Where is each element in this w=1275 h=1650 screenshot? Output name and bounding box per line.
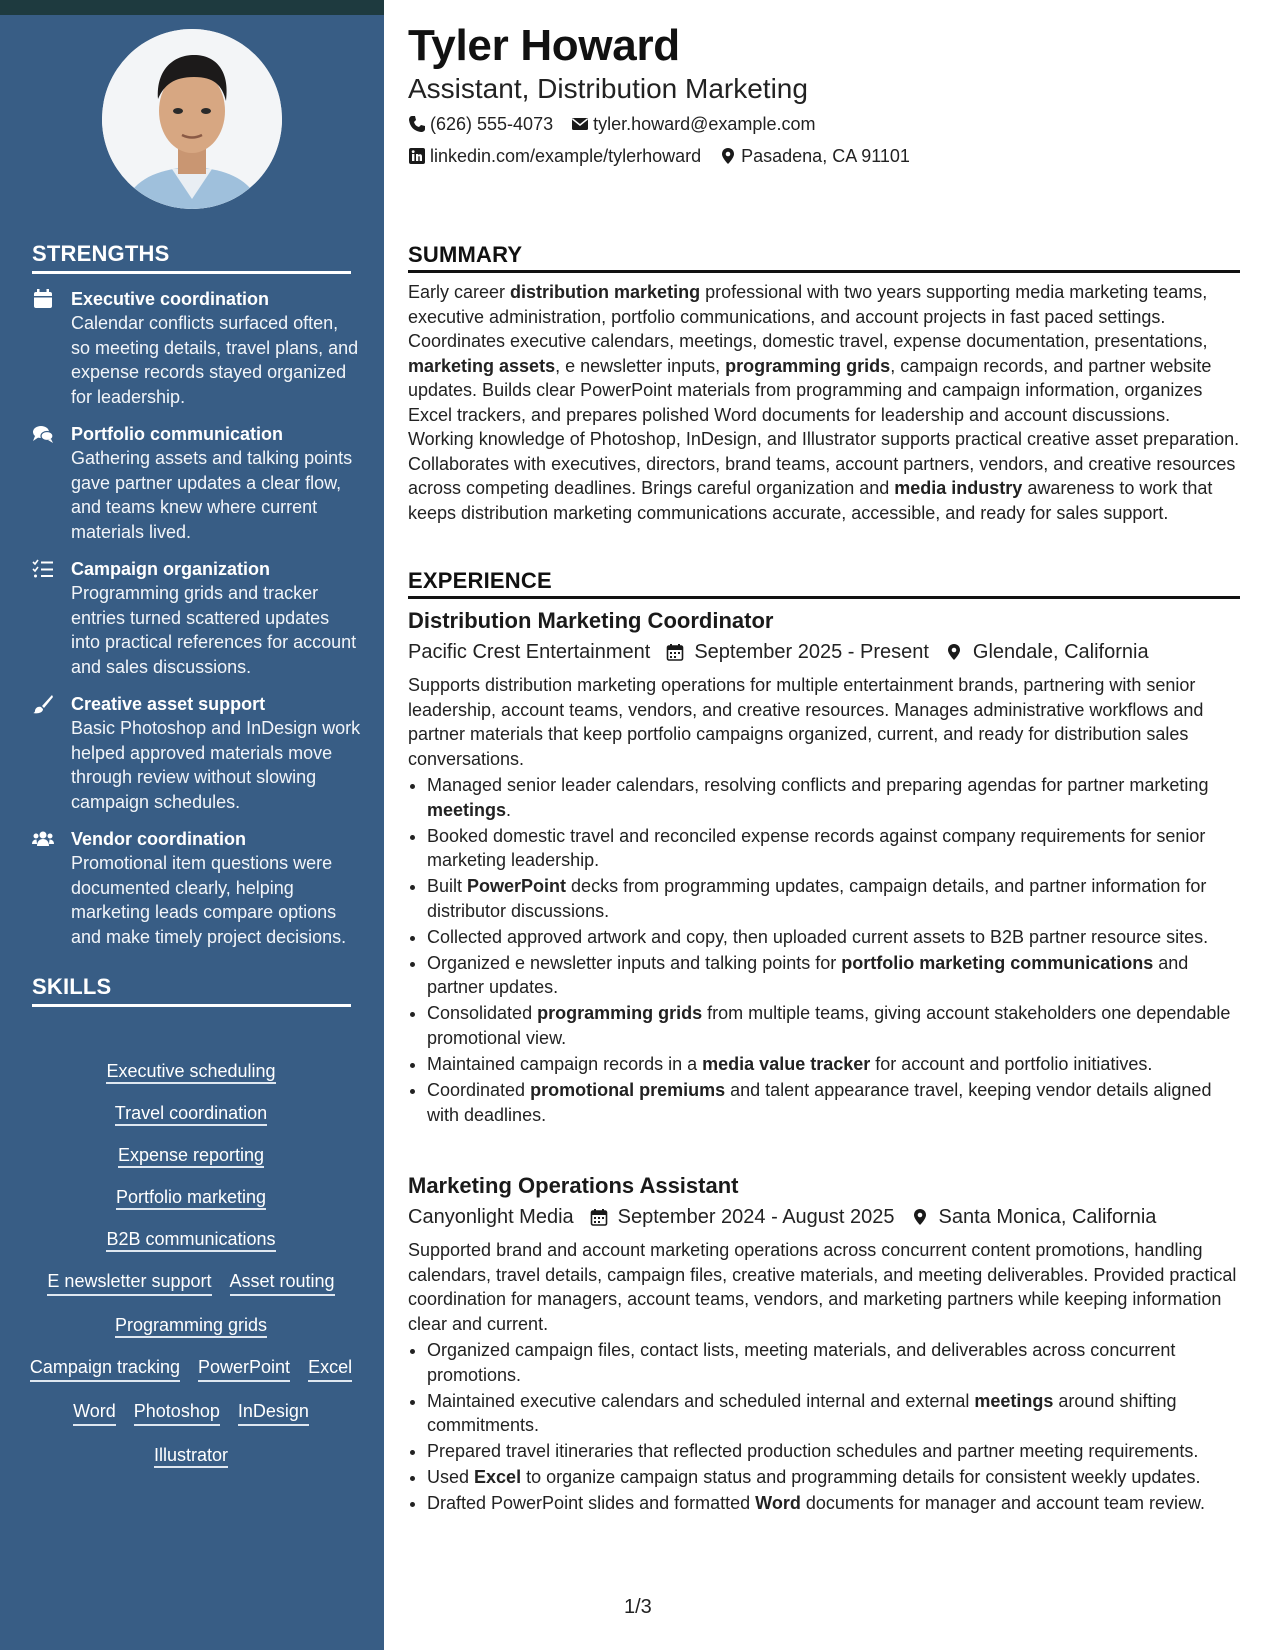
emphasis-text: programming grids <box>725 355 891 376</box>
job-dates <box>590 1202 895 1232</box>
job-bullet: • Consolidated programming grids from multiple teams, giving account stakeholders one dependable promotional view. <box>427 1001 1240 1050</box>
brush-icon <box>32 694 54 714</box>
phone-text: (626) 555-4073 <box>430 113 554 134</box>
experience-heading: EXPERIENCE <box>408 568 1240 599</box>
strength-title: Vendor coordination <box>71 829 247 849</box>
job-location <box>911 1202 1157 1232</box>
checklist-icon <box>32 559 54 579</box>
skill-tag: InDesign <box>238 1399 309 1426</box>
profile-photo <box>102 29 282 209</box>
calendar-icon <box>666 643 684 661</box>
calendar-icon <box>590 1208 608 1226</box>
email-text: tyler.howard@example.com <box>593 113 816 134</box>
skill-row <box>28 1227 354 1252</box>
skill-row <box>28 1059 354 1084</box>
job-bullet: • Built PowerPoint decks from programming updates, campaign details, and partner information for distributor discussions. <box>427 874 1240 923</box>
strength-title: Portfolio communication <box>71 424 284 444</box>
strengths-heading: STRENGTHS <box>32 241 351 274</box>
skill-tag: Campaign tracking <box>30 1355 180 1382</box>
envelope-icon <box>571 115 589 133</box>
phone-icon <box>408 115 426 133</box>
skill-tag: Executive scheduling <box>106 1061 275 1084</box>
strength-item <box>32 692 362 814</box>
strength-title: Campaign organization <box>71 559 271 579</box>
emphasis-text: Excel <box>474 1467 522 1488</box>
skill-tag: Illustrator <box>154 1445 228 1468</box>
contact-row <box>408 108 1240 140</box>
skill-row <box>28 1143 354 1168</box>
strength-description: Calendar conflicts surfaced often, so meeting details, travel plans, and expense records stayed organized for leadership. <box>71 313 359 407</box>
skill-row <box>28 1101 354 1126</box>
sidebar <box>0 15 384 1650</box>
top-accent-bar <box>0 0 384 15</box>
company-name: Canyonlight Media <box>408 1206 574 1228</box>
strength-description: Gathering assets and talking points gave partner updates a clear flow, and teams knew where current materials lived. <box>71 448 353 542</box>
candidate-name: Tyler Howard <box>408 21 680 70</box>
job-entry <box>408 1172 1240 1517</box>
strength-title: Creative asset support <box>71 694 266 714</box>
skill-tag: Travel coordination <box>115 1103 267 1126</box>
job-bullet: • Managed senior leader calendars, resolving conflicts and preparing agendas for partner marketing meetings. <box>427 773 1240 822</box>
job-bullet: • Maintained executive calendars and scheduled internal and external meetings around shifting commitments. <box>427 1389 1240 1438</box>
emphasis-text: meetings <box>427 799 507 820</box>
job-bullet: • Drafted PowerPoint slides and formatted Word documents for manager and account team review. <box>427 1491 1240 1516</box>
company-name: Pacific Crest Entertainment <box>408 641 651 663</box>
strength-description: Basic Photoshop and InDesign work helped approved materials move through review without slowing campaign schedules. <box>71 718 361 812</box>
job-title: Marketing Operations Assistant <box>408 1173 739 1198</box>
linkedin-icon <box>408 147 426 165</box>
job-meta <box>408 637 1240 667</box>
skill-row <box>28 1185 354 1210</box>
job-bullet: • Prepared travel itineraries that reflected production schedules and partner meeting requirements. <box>427 1439 1240 1464</box>
date-range: September 2024 - August 2025 <box>617 1206 895 1228</box>
strength-title: Executive coordination <box>71 289 270 309</box>
calendar-icon <box>32 289 54 309</box>
candidate-headline: Assistant, Distribution Marketing <box>408 73 808 104</box>
chat-icon <box>32 424 54 444</box>
skills-list <box>28 1059 354 1468</box>
job-bullet: • Coordinated promotional premiums and talent appearance travel, keeping vendor details aligned with deadlines. <box>427 1078 1240 1127</box>
emphasis-text: media value tracker <box>702 1054 871 1075</box>
skill-tag: Expense reporting <box>118 1145 264 1168</box>
job-bullets <box>408 773 1240 1127</box>
location-name: Glendale, California <box>972 641 1149 663</box>
job-bullet: • Collected approved artwork and copy, then uploaded current assets to B2B partner resource sites. <box>427 925 1240 950</box>
emphasis-text: portfolio marketing communications <box>841 952 1154 973</box>
map-pin-icon <box>945 643 963 661</box>
map-pin-icon <box>911 1208 929 1226</box>
skills-heading: SKILLS <box>32 974 351 1007</box>
resume-header <box>408 20 1240 172</box>
emphasis-text: promotional premiums <box>530 1080 726 1101</box>
skill-tag: Programming grids <box>115 1315 267 1338</box>
job-entry <box>408 607 1240 1129</box>
skill-tag: Photoshop <box>134 1399 220 1426</box>
strength-item <box>32 287 362 409</box>
job-bullet: • Organized campaign files, contact lists, meeting materials, and deliverables across concurrent promotions. <box>427 1338 1240 1387</box>
contact-row <box>408 140 1240 172</box>
job-bullet: • Booked domestic travel and reconciled expense records against company requirements for senior marketing leadership. <box>427 824 1240 873</box>
job-company <box>408 637 650 667</box>
skill-tag: Portfolio marketing <box>116 1187 266 1210</box>
strength-description: Programming grids and tracker entries turned scattered updates into practical references for account and sales discussions. <box>71 583 357 677</box>
emphasis-text: Word <box>755 1493 801 1514</box>
emphasis-text: marketing assets <box>408 355 556 376</box>
job-dates <box>666 637 929 667</box>
email-contact[interactable] <box>571 114 815 135</box>
strength-item <box>32 827 362 949</box>
strength-item <box>32 422 362 544</box>
emphasis-text: distribution marketing <box>510 282 701 302</box>
job-location <box>945 637 1149 667</box>
location-name: Santa Monica, California <box>938 1206 1157 1228</box>
strength-description: Promotional item questions were documented clearly, helping marketing leads compare options and make timely project decisions. <box>71 853 347 947</box>
job-meta <box>408 1202 1240 1232</box>
skill-tag: Excel <box>308 1355 352 1382</box>
job-bullet: • Used Excel to organize campaign status and programming details for consistent weekly updates. <box>427 1465 1240 1490</box>
location-contact <box>719 146 910 167</box>
skill-tag: Word <box>73 1399 116 1426</box>
date-range: September 2025 - Present <box>694 641 929 663</box>
map-pin-icon <box>719 147 737 165</box>
skill-tag: Asset routing <box>230 1269 335 1296</box>
phone-contact[interactable] <box>408 114 553 135</box>
job-bullet: • Maintained campaign records in a media value tracker for account and portfolio initiatives. <box>427 1052 1240 1077</box>
emphasis-text: media industry <box>894 478 1023 498</box>
page-number: 1/3 <box>624 1596 652 1618</box>
job-company <box>408 1202 574 1232</box>
summary-heading: SUMMARY <box>408 242 1240 273</box>
job-bullet: • Organized e newsletter inputs and talking points for portfolio marketing communications and partner updates. <box>427 951 1240 1000</box>
job-description: Supported brand and account marketing operations across concurrent content promotions, handling calendars, travel details, campaign files, creative materials, and meeting deliverables. Provided practical coordination for managers, account teams, vendors, and marketing partners while keeping information clear and current. <box>408 1240 1237 1334</box>
strengths-list <box>32 287 362 962</box>
skill-tag: E newsletter support <box>47 1269 211 1296</box>
skill-row <box>28 1443 354 1468</box>
skill-tag: B2B communications <box>106 1229 275 1252</box>
skill-tag: PowerPoint <box>198 1355 290 1382</box>
users-icon <box>32 829 54 849</box>
location-text: Pasadena, CA 91101 <box>741 145 910 166</box>
job-description: Supports distribution marketing operations for multiple entertainment brands, partnering with senior leadership, account teams, vendors, and creative resources. Manages administrative workflows and partner materials that keep portfolio campaigns organized, current, and ready for distribution sales conversations. <box>408 675 1204 769</box>
summary-text: Early career distribution marketing professional with two years supporting media marketing teams, executive administration, portfolio communications, and account projects in fast paced settings. Coordinates executive calendars, meetings, domestic travel, expense documentation, presentations, marketing assets, e newsletter inputs, programming grids, campaign records, and partner website updates. Builds clear PowerPoint materials from programming and campaign information, organizes Excel trackers, and prepares polished Word documents for leadership and account discussions. Working knowledge of Photoshop, InDesign, and Illustrator supports practical creative asset preparation. Collaborates with executives, directors, brand teams, account partners, vendors, and creative resources across competing deadlines. Brings careful organization and media industry awareness to work that keeps distribution marketing communications accurate, accessible, and ready for sales support. <box>408 282 1240 523</box>
emphasis-text: programming grids <box>537 1003 703 1024</box>
job-bullets <box>408 1338 1240 1516</box>
emphasis-text: PowerPoint <box>467 876 567 897</box>
strength-item <box>32 557 362 679</box>
skill-row <box>28 1313 354 1338</box>
emphasis-text: meetings <box>974 1390 1054 1411</box>
job-title: Distribution Marketing Coordinator <box>408 608 774 633</box>
linkedin-text: linkedin.com/example/tylerhoward <box>430 145 702 166</box>
linkedin-contact[interactable] <box>408 146 701 167</box>
